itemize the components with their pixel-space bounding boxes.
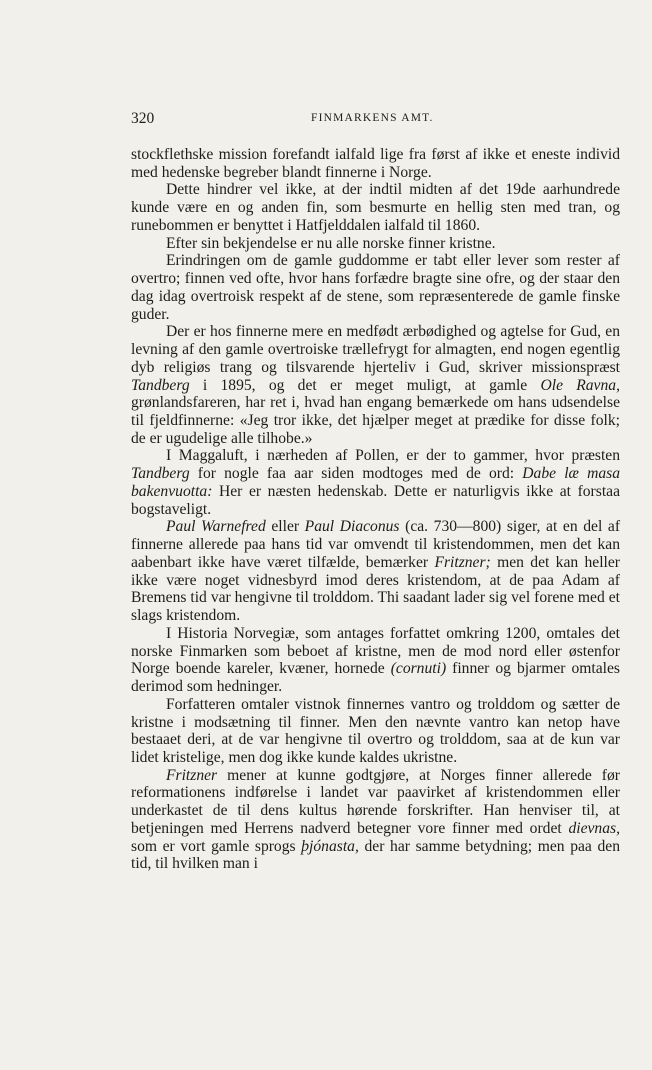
italic-text: Tandberg xyxy=(131,465,190,483)
italic-text: Paul Warnefred xyxy=(166,518,266,536)
text-run: Der er hos finnerne mere en medfødt ærbødighed og agtelse for Gud, en levning af den gamle overtroiske trællefrygt for almagten, end nogen egentlig dyb religiøs trang og tilsvarende hjerteliv i Gud, skriver missionspræst xyxy=(131,323,620,376)
text-run: for nogle faa aar siden modtoges med de ord: xyxy=(189,465,523,483)
text-run: Her er næsten hedenskab. Dette er naturligvis ikke at forstaa bogstaveligt. xyxy=(131,482,620,518)
paragraph xyxy=(131,696,620,767)
paragraph xyxy=(131,252,620,323)
italic-text: Tandberg xyxy=(131,376,190,394)
text-run: Forfatteren omtaler vistnok finnernes vantro og trolddom og sætter de kristne i modsætning til finner. Men den nævnte vantro kan netop have bestaaet deri, at de var hengivne til overtro og trolddom, saa at de kun var lidet kristelige, men dog ikke kunde kaldes ukristne. xyxy=(131,695,620,766)
paragraph xyxy=(131,235,620,253)
text-run: finner og bjarmer omtales derimod som hedninger. xyxy=(131,660,620,696)
text-run: mener at kunne godtgjøre, at Norges finner allerede før reformationens indførelse i landet var paavirket af kristendommen eller underkastet de til dens kultus hørende forskrifter. Han henviser til, at betjeningen med Herrens nadverd betegner vore finner med ordet xyxy=(131,766,620,837)
paragraph xyxy=(131,447,620,518)
text-run: i 1895, og det er meget muligt, at gamle xyxy=(189,376,541,394)
text-run: , grønlandsfareren, har ret i, hvad han engang bemærkede om hans udsendelse til fjeldfinnerne: «Jeg tror ikke, det hjælper meget at prædike for disse folk; de er ugudelige alle tilhobe.» xyxy=(131,376,620,447)
paragraph xyxy=(131,146,620,181)
italic-text: dievnas, xyxy=(568,819,620,837)
text-run: Erindringen om de gamle guddomme er tabt eller lever som rester af overtro; finnen ved ofte, hvor hans forfædre bragte sine ofre, og der staar den dag idag overtroisk respekt af de stene, som repræsenterede de gamle finske guder. xyxy=(131,252,620,323)
text-run: stockflethske mission forefandt ialfald lige fra først af ikke et eneste individ med hedenske begreber blandt finnerne i Norge. xyxy=(131,146,620,181)
paragraph xyxy=(131,518,620,624)
text-run: som er vort gamle sprogs xyxy=(131,837,302,855)
italic-text: Ole Ravna xyxy=(540,376,617,394)
italic-text: Dabe læ masa bakenvuotta: xyxy=(131,465,620,500)
italic-text: Fritzner; xyxy=(434,553,491,571)
italic-text: Paul Diaconus xyxy=(304,518,400,536)
text-run: men det kan heller ikke være noget vidnesbyrd imod deres kristendom, at de paa Adam af Bremens tid var hengivne til trolddom. Thi saadant lader sig vel forene med et slags kristendom. xyxy=(131,553,620,625)
paragraph xyxy=(131,181,620,234)
paragraph xyxy=(131,323,620,447)
paragraph xyxy=(131,767,620,873)
text-run: I Historia Norvegiæ, som antages forfattet omkring 1200, omtales det norske Finmarken som beboet af kristne, men de mod nord eller østenfor Norge boende kareler, kvæner, hornede xyxy=(131,624,620,678)
text-run: eller xyxy=(265,518,305,536)
text-run: I Maggaluft, i nærheden af Pollen, er der to gammer, hvor præsten xyxy=(166,447,620,465)
text-run: (ca. 730—800) siger, at en del af finnerne allerede paa hans tid var omvendt til kristendommen, men det kan aabenbart ikke have været tilfælde, bemærker xyxy=(131,518,621,571)
italic-text: þjónasta, xyxy=(301,837,359,855)
page-header xyxy=(131,110,620,130)
text-run: Dette hindrer vel ikke, at der indtil midten af det 19de aarhundrede kunde være en og anden fin, som besmurte en hellig sten med tran, og runebommen er benyttet i Hatfjelddalen ialfald til 1860. xyxy=(131,181,620,234)
page-number: 320 xyxy=(131,110,155,127)
running-title: FINMARKENS AMT. xyxy=(311,112,434,124)
italic-text: (cornuti) xyxy=(390,660,447,678)
text-run: der har samme betydning; men paa den tid, til hvilken man i xyxy=(131,837,621,873)
text-run: Efter sin bekjendelse er nu alle norske finner kristne. xyxy=(166,234,496,252)
body-text xyxy=(131,146,620,873)
paragraph xyxy=(131,625,620,696)
italic-text: Fritzner xyxy=(166,766,218,784)
